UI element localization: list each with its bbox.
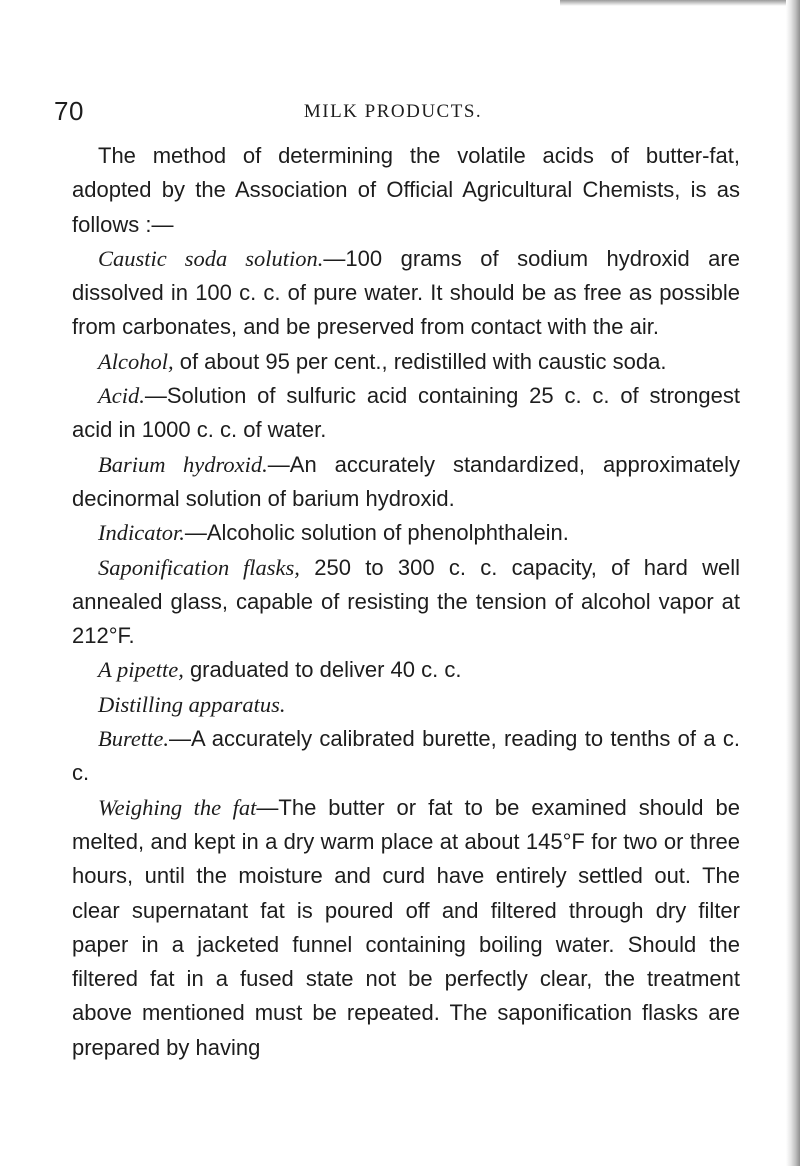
term-distilling-apparatus: Distilling apparatus.: [98, 691, 286, 717]
paragraph-caustic-soda-text: —100 grams of sodium hydroxid are dissolved in 100 c. c. of pure water. It should be as free as possible from carbonates, and be preserved from contact with the air.: [72, 245, 740, 340]
term-barium-hydroxid: Barium hydroxid.: [98, 451, 268, 477]
term-pipette: A pipette,: [98, 657, 184, 683]
paragraph-weighing-fat: [72, 791, 740, 1065]
page-number: 70: [54, 96, 84, 126]
paragraph-barium-hydroxid: [72, 448, 740, 517]
running-title: MILK PRODUCTS.: [303, 101, 483, 122]
term-burette: Burette.: [98, 726, 170, 752]
paragraph-acid-text: —Solution of sulfuric acid containing 25 c. c. of strongest acid in 1000 c. c. of water.: [72, 383, 740, 443]
paragraph-barium-hydroxid-text: —An accurately standardized, approximately decinormal solution of barium hydroxid.: [72, 451, 740, 511]
term-caustic-soda: Caustic soda solution.: [98, 245, 324, 271]
paragraph-weighing-fat-text: —The butter or fat to be examined should be melted, and kept in a dry warm place at about 145°F for two or three hours, until the moisture and curd have entirely settled out. The clear supernatant fat is poured off and filtered through dry filter paper in a jacketed funnel containing boiling water. Should the filtered fat in a fused state not be perfectly clear, the treatment above mentioned must be repeated. The saponification flasks are prepared by having: [72, 794, 740, 1060]
paragraph-intro: [72, 139, 740, 242]
paragraph-saponification-flasks-text: 250 to 300 c. c. capacity, of hard well annealed glass, capable of resisting the tension of alcohol vapor at 212°F.: [72, 554, 740, 649]
body-text: [72, 139, 740, 1065]
paragraph-indicator-text: —Alcoholic solution of phenolphthalein.: [184, 520, 569, 546]
paragraph-burette: [72, 722, 740, 791]
paragraph-indicator: [72, 516, 740, 550]
paragraph-intro-text: The method of determining the volatile acids of butter-fat, adopted by the Association of Official Agricultural Chemists, is as follows :—: [72, 143, 740, 237]
paragraph-caustic-soda: [72, 242, 740, 345]
term-weighing-fat: Weighing the fat: [98, 794, 257, 820]
page-header: [0, 90, 800, 130]
paragraph-distilling-apparatus: [72, 688, 740, 722]
paragraph-pipette: [72, 653, 740, 687]
scan-shadow-edge: [786, 0, 800, 1166]
term-indicator: Indicator.: [98, 520, 185, 546]
paragraph-acid: [72, 379, 740, 448]
term-saponification-flasks: Saponification flasks,: [98, 554, 300, 580]
term-acid: Acid.: [98, 383, 145, 409]
term-alcohol: Alcohol,: [98, 348, 174, 374]
paragraph-burette-text: —A accurately calibrated burette, reading to tenths of a c. c.: [72, 726, 740, 786]
scan-shadow-top: [560, 0, 800, 6]
paragraph-alcohol-text: of about 95 per cent., redistilled with caustic soda.: [173, 348, 667, 374]
paragraph-pipette-text: graduated to deliver 40 c. c.: [183, 657, 462, 683]
paragraph-saponification-flasks: [72, 551, 740, 654]
paragraph-alcohol: [72, 345, 740, 379]
